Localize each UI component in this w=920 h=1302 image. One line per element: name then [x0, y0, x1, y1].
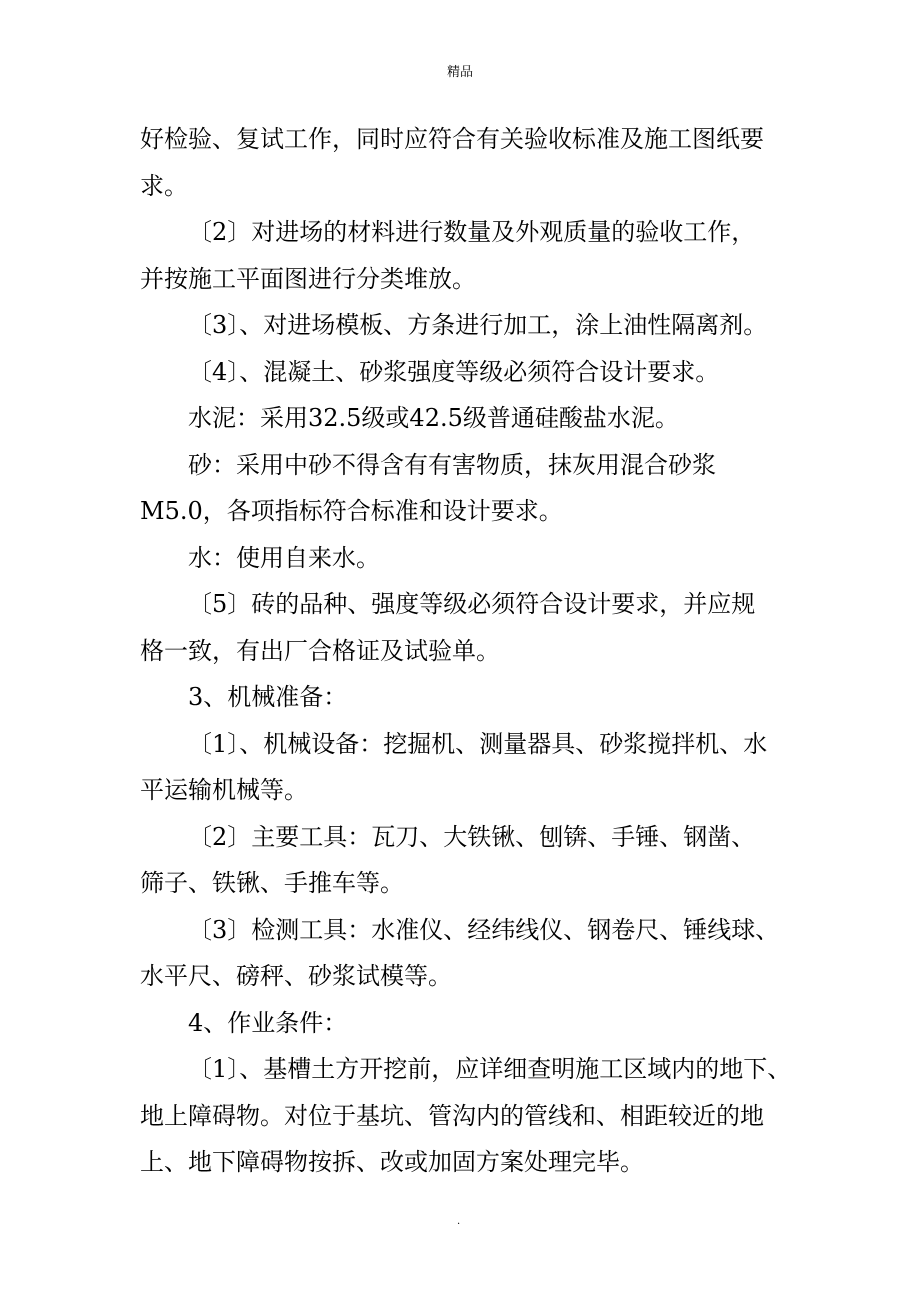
text-line-17: 筛子、铁锹、手推车等。 [140, 869, 404, 897]
text-line-5: 〔3〕、对进场模板、方条进行加工，涂上油性隔离剂。 [188, 311, 768, 339]
text-line-12: 格一致，有出厂合格证及试验单。 [140, 636, 500, 665]
text-line-13: 3、机械准备： [188, 683, 348, 711]
text-line-18: 〔3〕检测工具：水准仪、经纬线仪、钢卷尺、锤线球、 [188, 915, 780, 944]
text-line-1: 好检验、复试工作，同时应符合有关验收标准及施工图纸要 [140, 125, 764, 153]
text-line-9: M5.0，各项指标符合标准和设计要求。 [140, 497, 563, 525]
text-line-21: 〔1〕、基槽土方开挖前，应详细查明施工区域内的地下、 [188, 1055, 792, 1083]
page-footer-mark: . [457, 1216, 461, 1227]
text-line-19: 水平尺、磅秤、砂浆试模等。 [140, 962, 452, 990]
text-line-14: 〔1〕、机械设备：挖掘机、测量器具、砂浆搅拌机、水 [188, 729, 768, 758]
text-line-8: 砂：采用中砂不得含有有害物质，抹灰用混合砂浆 [188, 450, 716, 479]
text-line-15: 平运输机械等。 [140, 776, 308, 804]
text-line-10: 水：使用自来水。 [188, 543, 380, 572]
text-line-6: 〔4〕、混凝土、砂浆强度等级必须符合设计要求。 [188, 357, 720, 386]
text-line-11: 〔5〕砖的品种、强度等级必须符合设计要求，并应规 [188, 590, 756, 618]
text-line-22: 地上障碍物。对位于基坑、管沟内的管线和、相距较近的地 [140, 1101, 764, 1130]
text-line-23: 上、地下障碍物按拆、改或加固方案处理完毕。 [140, 1148, 644, 1176]
text-line-2: 求。 [140, 171, 188, 200]
document-body [140, 116, 792, 1186]
text-line-4: 并按施工平面图进行分类堆放。 [140, 264, 476, 293]
text-line-16: 〔2〕主要工具：瓦刀、大铁锹、刨锛、手锤、钢凿、 [188, 822, 756, 851]
text-line-3: 〔2〕对进场的材料进行数量及外观质量的验收工作， [188, 218, 756, 246]
text-line-20: 4、作业条件： [188, 1008, 348, 1037]
page-header: 精品 [446, 65, 473, 80]
text-line-7: 水泥：采用32.5级或42.5级普通硅酸盐水泥。 [188, 404, 679, 432]
